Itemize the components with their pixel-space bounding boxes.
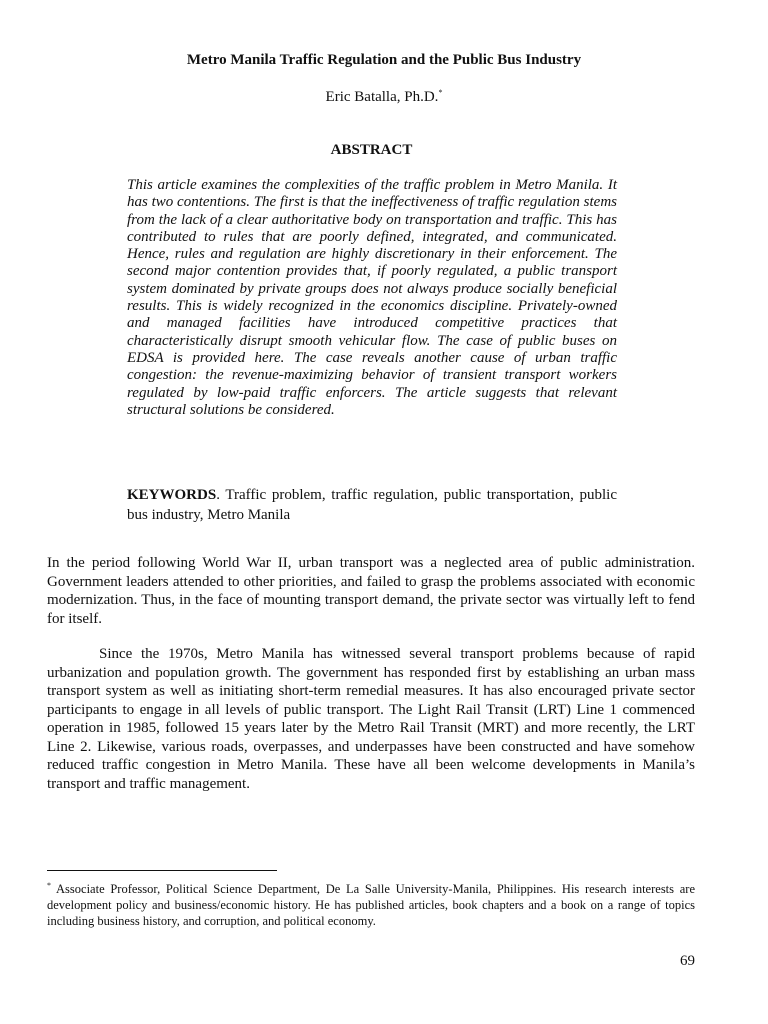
author-name: Eric Batalla, Ph.D. [325, 89, 439, 105]
body-paragraph-1: In the period following World War II, urban transport was a neglected area of public administration. Government leaders attended to other priorities, and failed to grasp the problems associated with economic modernization. Thus, in the face of mounting transport demand, the private sector was virtually left to fend for itself. [47, 555, 695, 627]
paper-title: Metro Manila Traffic Regulation and the Public Bus Industry [186, 52, 582, 68]
keywords-label: KEYWORDS [127, 487, 217, 503]
author-line [0, 88, 768, 106]
footnote-divider [47, 870, 277, 871]
author-footnote-mark: * [438, 88, 443, 97]
body-paragraph-2: Since the 1970s, Metro Manila has witnessed several transport problems because of rapid urbanization and population growth. The government has responded first by establishing an urban mass transport system as well as initiating short-term remedial measures. It has also encouraged private sector participants to engage in all levels of public transport. The Light Rail Transit (LRT) Line 1 commenced operation in 1985, followed 15 years later by the Metro Rail Transit (MRT) and more recently, the LRT Line 2. Likewise, various roads, overpasses, and underpasses have been constructed and have somehow reduced traffic congestion in Metro Manila. These have all been welcome developments in Manila’s transport and traffic management. [47, 646, 695, 792]
keywords-text: . Traffic problem, traffic regulation, public transportation, public bus industry, Metro Manila [127, 487, 617, 523]
footnote-mark: * [47, 881, 51, 890]
page-number: 69 [680, 953, 695, 969]
keywords-block [127, 485, 617, 525]
footnote [47, 878, 695, 929]
abstract-heading: ABSTRACT [330, 142, 413, 158]
footnote-text: Associate Professor, Political Science Department, De La Salle University-Manila, Philippines. His research interests are development policy and business/economic history. He has published articles, book chapters and a book on a range of topics including business history, and corruption, and political economy. [47, 882, 695, 929]
abstract-text: This article examines the complexities of the traffic problem in Metro Manila. It has two contentions. The first is that the ineffectiveness of traffic regulation stems from the lack of a clear authoritative body on transportation and traffic. This has contributed to rules that are poorly defined, integrated, and communicated. Hence, rules and regulation are highly discretionary in their enforcement. The second major contention provides that, if poorly regulated, a public transport system dominated by private groups does not always produce socially beneficial results. This is widely recognized in the economics discipline. Privately-owned and managed facilities have introduced competitive practices that characteristically disrupt smooth vehicular flow. The case of public buses on EDSA is provided here. The case reveals another cause of urban traffic congestion: the revenue-maximizing behavior of transient transport workers regulated by low-paid traffic enforcers. The article suggests that relevant structural solutions be considered. [127, 177, 617, 418]
